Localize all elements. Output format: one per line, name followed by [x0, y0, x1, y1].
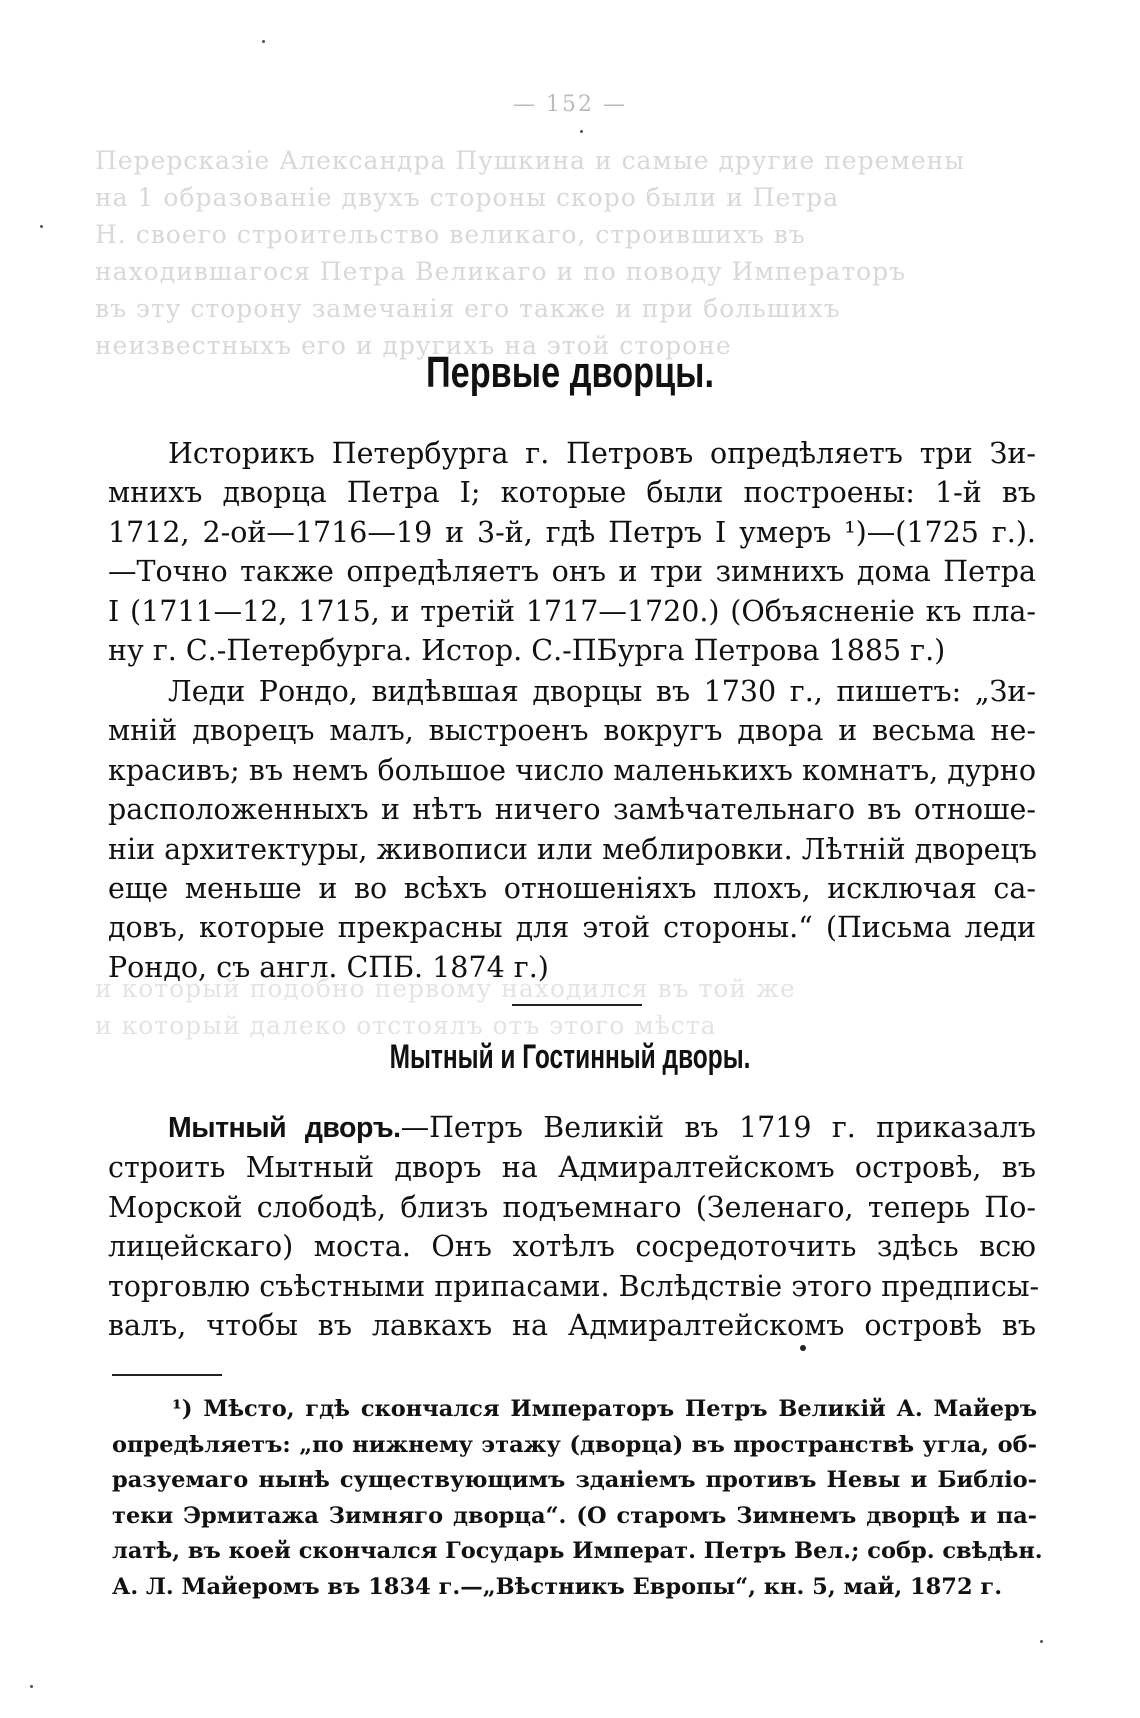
scan-speck — [40, 225, 43, 228]
scan-speck — [580, 130, 583, 133]
bleed-line: Перерсказіе Александра Пушкина и самые другие перемены — [95, 146, 966, 175]
footnote-line: А. Л. Майеромъ въ 1834 г.—„Вѣстникъ Европы“, кн. 5, май, 1872 г. — [112, 1573, 1003, 1600]
bleed-line: неизвестныхъ его и другихъ на этой стороне — [95, 331, 732, 360]
text-line: еще меньше и во всѣхъ отношеніяхъ плохъ, исключая са- — [108, 872, 1036, 906]
bleed-line: на 1 образованіе двухъ стороны скоро были и Петра — [95, 183, 840, 212]
text-run: —Петръ Великій въ 1719 г. приказалъ — [400, 1111, 1036, 1144]
bleed-line: и который далеко отстоялъ отъ этого мѣста — [95, 1011, 717, 1040]
section-title-first-palaces: Первые дворцы. — [425, 348, 715, 397]
footnote — [112, 1392, 1043, 1605]
text-line: —Точно также опредѣляетъ онъ и три зимнихъ дома Петра — [108, 555, 1036, 589]
bleed-line: въ эту сторону замечанія его также и при большихъ — [95, 294, 841, 323]
text-line: Морской слободѣ, близъ подъемнаго (Зеленаго, теперь По- — [108, 1190, 1036, 1224]
footnote-line: ¹) Мѣсто, гдѣ скончался Императоръ Петръ Великій А. Майеръ — [172, 1396, 1037, 1422]
text-line: I (1711—12, 1715, и третій 1717—1720.) (Объясненіе къ пла- — [108, 594, 1036, 628]
section-title-customs-yard: Мытный и Гостинный дворы. — [389, 1038, 751, 1076]
scan-speck — [30, 1685, 33, 1688]
footnote-line: разуемаго нынѣ существующимъ зданіемъ противъ Невы и Библіо- — [112, 1467, 1037, 1493]
text-line: строить Мытный дворъ на Адмиралтейскомъ островѣ, въ — [108, 1151, 1036, 1185]
text-line: валъ, чтобы въ лавкахъ на Адмиралтейскомъ островѣ въ — [108, 1309, 1036, 1343]
text-line: торговлю съѣстными припасами. Вслѣдствіе этого предписы- — [108, 1269, 1040, 1303]
text-line: мній дворецъ малъ, выстроенъ вокругъ двора и весьма не- — [108, 714, 1036, 748]
scan-speck — [800, 1345, 806, 1351]
paragraph-customs-yard — [108, 1108, 1040, 1345]
paragraph-historian — [108, 434, 1036, 670]
scan-speck — [1040, 1640, 1043, 1643]
text-line — [108, 1108, 1036, 1148]
paragraph-lady-rondo — [108, 672, 1036, 987]
section-divider — [512, 1004, 642, 1006]
text-line: ну г. С.-Петербурга. Истор. С.-ПБурга Петрова 1885 г.) — [108, 634, 946, 668]
text-line: лицейскаго) моста. Онъ хотѣлъ сосредоточить здѣсь всю — [108, 1230, 1036, 1264]
text-line: 1712, 2-ой—1716—19 и 3-й, гдѣ Петръ I умеръ ¹)—(1725 г.). — [108, 515, 1036, 549]
bleed-through-text — [95, 142, 1050, 364]
scan-speck — [262, 40, 265, 43]
text-line: довъ, которые прекрасны для этой стороны.“ (Письма леди — [108, 911, 1036, 945]
text-line: Рондо, съ англ. СПБ. 1874 г.) — [108, 950, 549, 984]
footnote-line: латѣ, въ коей скончался Государь Императ. Петръ Вел.; собр. свѣдѣн. — [112, 1538, 1043, 1564]
text-line: красивъ; въ немъ большое число маленькихъ комнатъ, дурно — [108, 753, 1036, 787]
bleed-through-text — [95, 970, 1050, 1044]
text-line: расположенныхъ и нѣтъ ничего замѣчательнаго въ отноше- — [108, 793, 1036, 827]
text-line: ніи архитектуры, живописи или меблировки. Лѣтній дворецъ — [108, 832, 1037, 866]
lead-term: Мытный дворъ. — [168, 1112, 401, 1144]
footnote-line: теки Эрмитажа Зимняго дворца“. (О старомъ Зимнемъ дворцѣ и па- — [112, 1502, 1037, 1529]
text-line: Леди Рондо, видѣвшая дворцы въ 1730 г., пишетъ: „Зи- — [168, 675, 1036, 708]
bleed-line: находившагося Петра Великаго и по поводу Императоръ — [95, 257, 907, 286]
text-line: мнихъ дворца Петра I; которые были построены: 1-й въ — [108, 476, 1036, 510]
text-line: Историкъ Петербурга г. Петровъ опредѣляетъ три Зи- — [168, 437, 1036, 470]
footnote-rule — [112, 1374, 222, 1376]
page-number: — 152 — — [513, 92, 627, 117]
bleed-line: и который подобно первому находился въ той же — [95, 974, 796, 1003]
bleed-line: Н. своего строительство великаго, строившихъ въ — [95, 220, 806, 249]
footnote-line: опредѣляетъ: „по нижнему этажу (дворца) въ пространствѣ угла, об- — [112, 1431, 1037, 1458]
